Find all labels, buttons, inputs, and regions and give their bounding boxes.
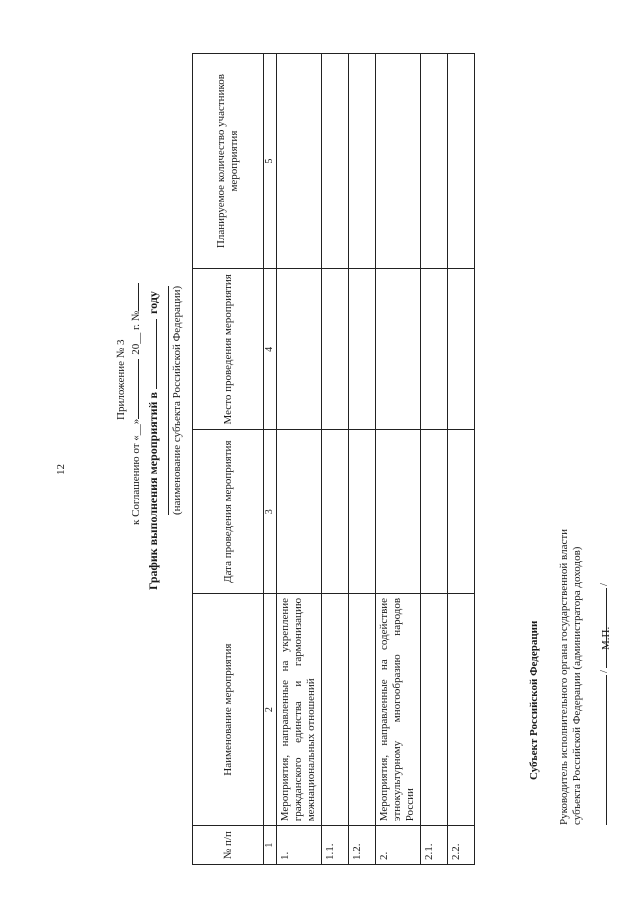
agreement-year: 20__ г. № (130, 310, 142, 355)
event-place (448, 269, 475, 430)
event-participants (349, 54, 376, 269)
event-participants (448, 54, 475, 269)
event-name: Мероприятия, направленные на содействие этнокультурному многообразию народов России (376, 593, 421, 825)
event-date (322, 430, 349, 593)
event-date (376, 430, 421, 593)
column-number: 3 (264, 430, 277, 593)
date-blank-line (128, 359, 139, 419)
column-number-row (264, 54, 277, 865)
event-participants (322, 54, 349, 269)
column-number: 1 (264, 826, 277, 865)
event-participants (421, 54, 448, 269)
schedule-title (145, 291, 161, 590)
stamp-label: М.П. (600, 626, 612, 650)
event-name (322, 593, 349, 825)
agreement-reference (128, 283, 143, 525)
table-row (277, 54, 322, 865)
subject-caption: (наименование субъекта Российской Федерации) (168, 286, 183, 515)
year-blank-line (145, 319, 157, 389)
row-number: 1. (277, 826, 322, 865)
column-number: 2 (264, 593, 277, 825)
number-blank-line (128, 283, 139, 311)
schedule-title-suffix: году (146, 291, 160, 315)
event-name (421, 593, 448, 825)
appendix-title: Приложение № 3 (115, 339, 127, 420)
event-place (322, 269, 349, 430)
header-event-name: Наименование мероприятия (193, 593, 264, 825)
signature-slash: / (598, 582, 610, 586)
event-date (448, 430, 475, 593)
event-place (421, 269, 448, 430)
table-row (448, 54, 475, 865)
event-name: Мероприятия, направленные на укрепление гражданского единства и гармонизацию межнациональных отношений (277, 593, 322, 825)
agreement-reference-prefix: к Соглашению от «__» (130, 418, 142, 525)
event-name (448, 593, 475, 825)
page-number: 12 (55, 464, 67, 475)
row-number: 2.2. (448, 826, 475, 865)
signature-subject-heading: Субъект Российской Федерации (528, 620, 540, 780)
event-date (277, 430, 322, 593)
events-table (192, 53, 475, 865)
column-number: 4 (264, 269, 277, 430)
column-number: 5 (264, 54, 277, 269)
signature-lines (596, 581, 611, 825)
event-place (277, 269, 322, 430)
table-row (349, 54, 376, 865)
row-number: 2. (376, 826, 421, 865)
schedule-title-prefix: График выполнения мероприятий в (146, 392, 160, 590)
event-participants (376, 54, 421, 269)
row-number: 1.2. (349, 826, 376, 865)
header-number: № п/п (193, 826, 264, 865)
header-participants: Планируемое количество участников мероприятия (193, 54, 264, 269)
header-event-place: Место проведения мероприятия (193, 269, 264, 430)
row-number: 2.1. (421, 826, 448, 865)
event-participants (277, 54, 322, 269)
signature-blank-line (596, 675, 607, 825)
event-place (376, 269, 421, 430)
signature-admin-title: субъекта Российской Федерации (администратора доходов) (571, 546, 583, 825)
event-date (349, 430, 376, 593)
event-place (349, 269, 376, 430)
event-name (349, 593, 376, 825)
table-row (322, 54, 349, 865)
header-event-date: Дата проведения мероприятия (193, 430, 264, 593)
header-row (193, 54, 264, 865)
row-number: 1.1. (322, 826, 349, 865)
table-row (421, 54, 448, 865)
event-date (421, 430, 448, 593)
signature-head-title: Руководитель исполнительного органа государственной власти (558, 528, 570, 825)
signature-slash: / (598, 669, 610, 673)
table-row (376, 54, 421, 865)
